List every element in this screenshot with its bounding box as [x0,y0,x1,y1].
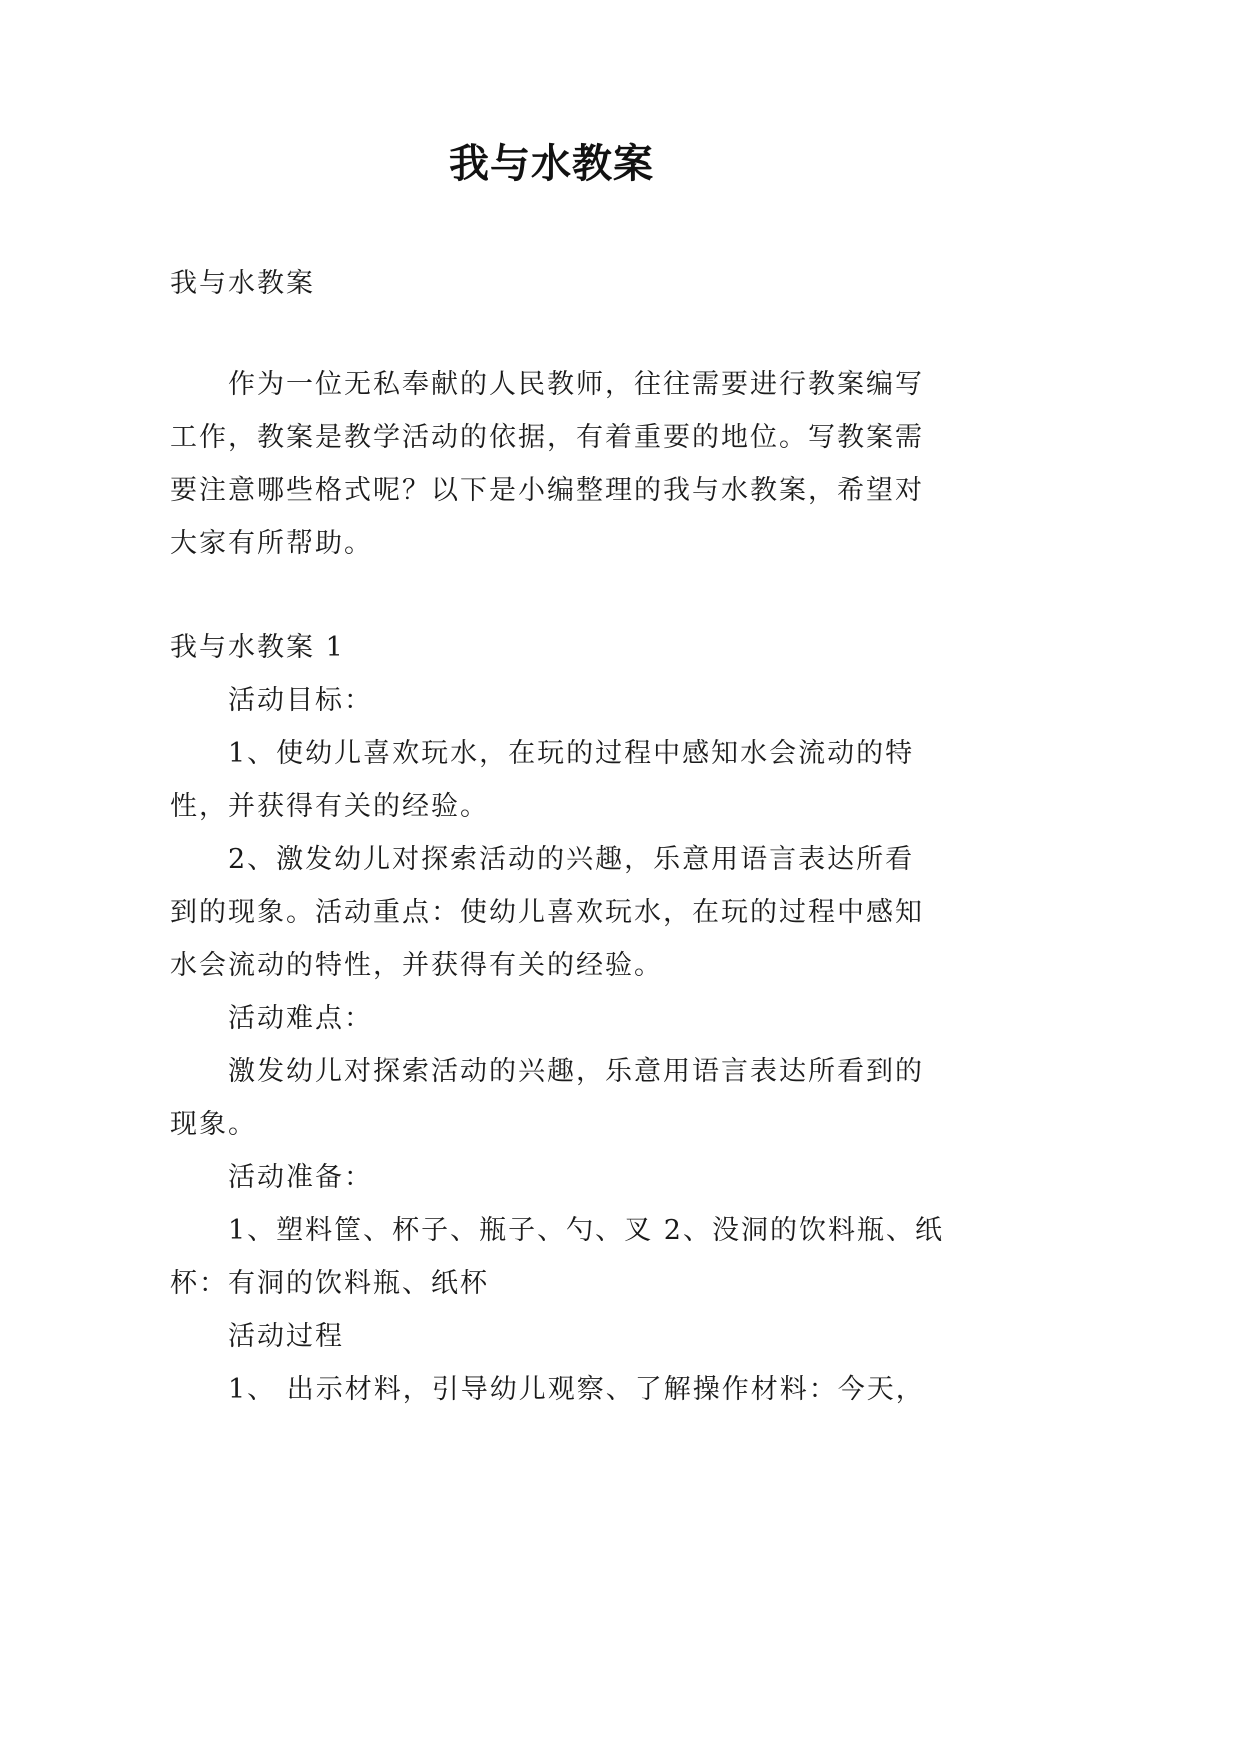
process-label: 活动过程 [228,1321,344,1352]
difficulty-line: 激发幼儿对探索活动的兴趣，乐意用语言表达所看到的 [228,1056,924,1087]
prep-label: 活动准备： [228,1162,373,1193]
goals-label: 活动目标： [228,685,373,716]
document-title: 我与水教案 [449,141,654,187]
goal-2-line: 到的现象。活动重点：使幼儿喜欢玩水，在玩的过程中感知 [170,897,924,928]
intro-line: 要注意哪些格式呢？以下是小编整理的我与水教案，希望对 [170,475,924,506]
prep-line: 杯：有洞的饮料瓶、纸杯 [170,1268,489,1299]
section-heading: 我与水教案 1 [170,632,345,663]
section-1 [170,621,950,1416]
intro-line: 大家有所帮助。 [170,528,373,559]
intro-line: 工作，教案是教学活动的依据，有着重要的地位。写教案需 [170,422,924,453]
subtitle-line: 我与水教案 [170,268,315,299]
process-step-1: 1、 出示材料，引导幼儿观察、了解操作材料：今天， [228,1374,925,1405]
subtitle [170,257,950,310]
difficulty-line: 现象。 [170,1109,257,1140]
difficulty-label: 活动难点： [228,1003,373,1034]
goal-1-line: 1、使幼儿喜欢玩水，在玩的过程中感知水会流动的特 [228,738,915,769]
goal-2-line: 水会流动的特性，并获得有关的经验。 [170,950,663,981]
goal-2-line: 2、激发幼儿对探索活动的兴趣，乐意用语言表达所看 [228,844,915,875]
prep-line: 1、塑料筐、杯子、瓶子、勺、叉 2、没洞的饮料瓶、纸 [228,1215,944,1246]
intro-line: 作为一位无私奉献的人民教师，往往需要进行教案编写 [228,369,924,400]
goal-1-line: 性，并获得有关的经验。 [170,791,489,822]
intro-paragraph [170,358,950,570]
